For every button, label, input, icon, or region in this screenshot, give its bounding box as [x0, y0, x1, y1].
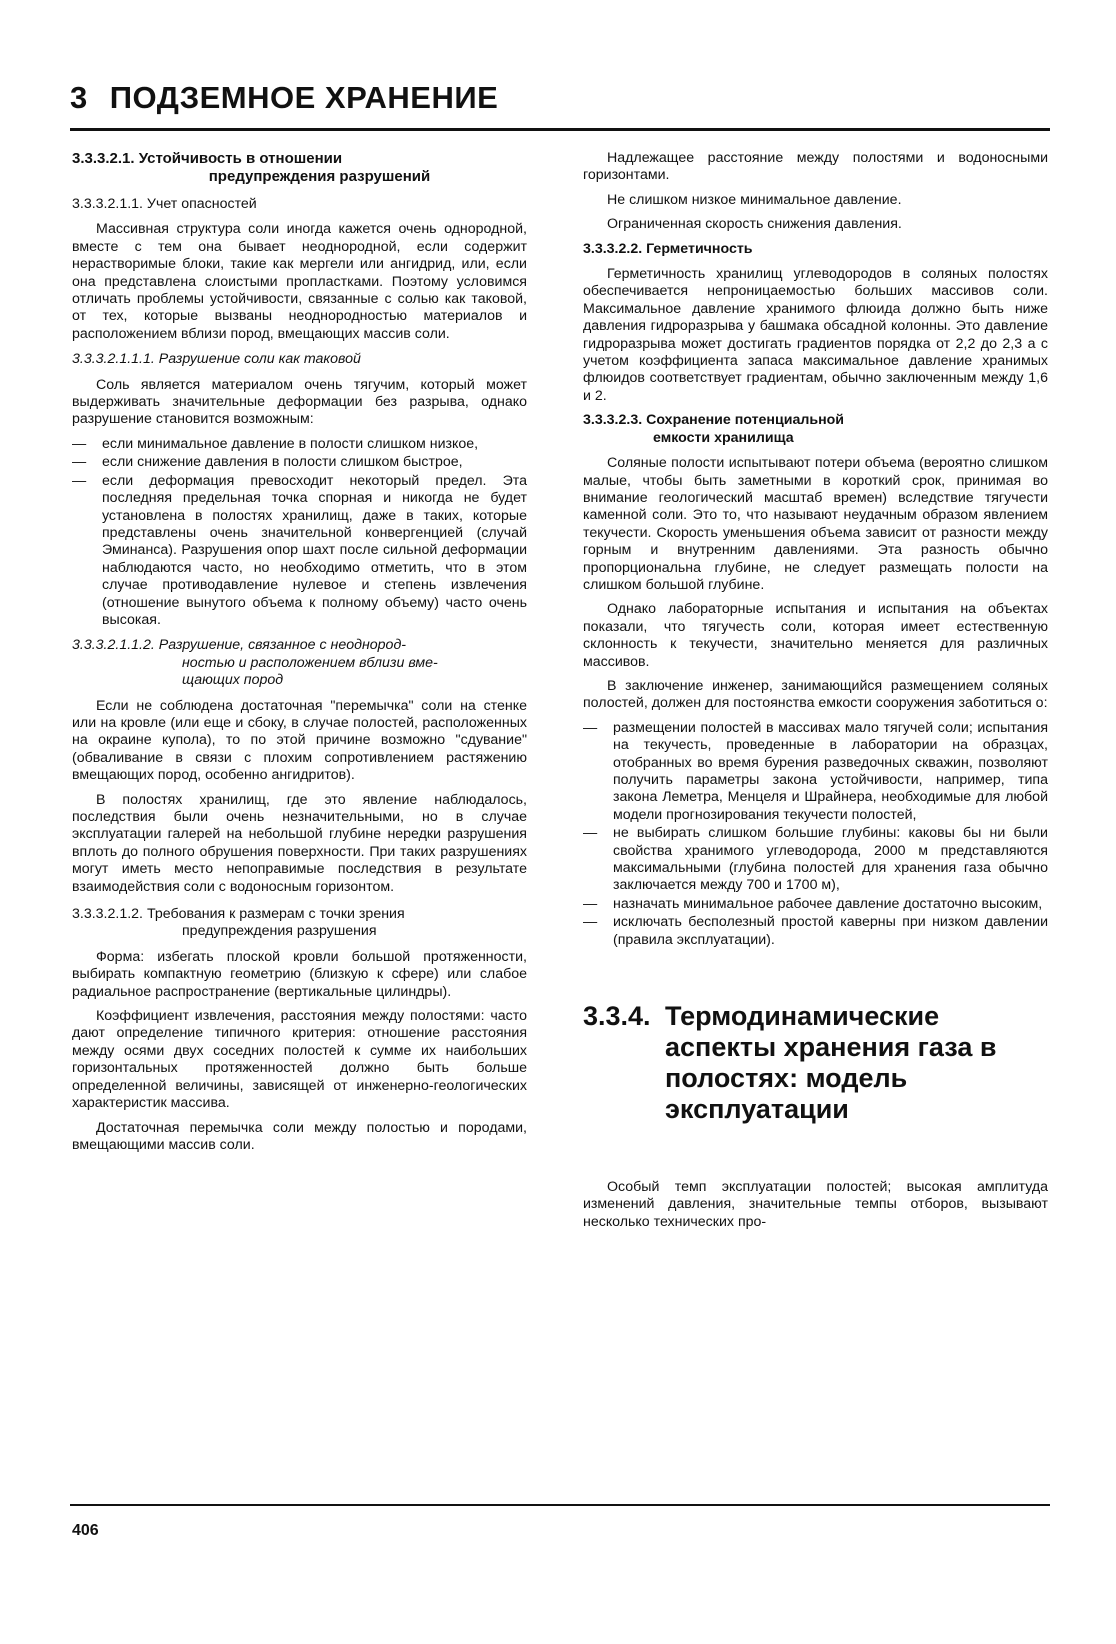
paragraph: Особый темп эксплуатации полостей; высокая амплитуда изменений давления, значительные темпы отборов, вызывают несколько технических про-	[583, 1179, 1048, 1230]
paragraph: Соляные полости испытывают потери объема (вероятно слишком малые, чтобы быть заметными в короткий срок, принимая во внимание геологический масштаб времен) вследствие тягучести каменной соли. Это то, что называют неудачным образом явлением текучести. Скорость уменьшения объема зависит от разности между горным и внутренним давлениями. Эта разность обычно пропорциональна глубине, не следует размещать полости на слишком большой глубине.	[583, 455, 1048, 593]
paragraph: Надлежащее расстояние между полостями и водоносными горизонтами.	[583, 150, 1048, 184]
paragraph: В заключение инженер, занимающийся размещением соляных полостей, должен для постоянства емкости сооружения заботиться о:	[583, 677, 1048, 712]
section-heading-33323: 3.3.3.2.3. Сохранение потенциальной емкости хранилища	[583, 412, 845, 446]
section-heading-333212: 3.3.3.2.1.2. Требования к размерам с точки зрения предупреждения разрушения	[72, 906, 405, 940]
paragraph: Ограниченная скорость снижения давления.	[607, 216, 902, 233]
paragraph: В полостях хранилищ, где это явление наблюдалось, последствия были очень незначительными, но в случае эксплуатации галерей на небольшой глубине нередки разрушения вплоть до полного обрушения поверхности. При таких разрушениях могут иметь место непоправимые последствия в результате взаимодействия соли с водоносным горизонтом.	[72, 791, 527, 895]
list-item: — не выбирать слишком большие глубины: каковы бы ни были свойства хранимого углеводорода, 2000 м представляются максимальными (глубина полостей для хранения газа обычно заключается между 700 и 1700 м),	[583, 825, 1048, 895]
list-item: — назначать минимальное рабочее давление достаточно высоким,	[583, 896, 1048, 913]
header-rule	[70, 128, 1050, 131]
chapter-header	[70, 78, 1050, 118]
paragraph: Не слишком низкое минимальное давление.	[607, 191, 902, 208]
list-item: — если минимальное давление в полости слишком низкое,	[72, 436, 527, 453]
left-column	[72, 150, 527, 1161]
paragraph: Достаточная перемычка соли между полостью и породами, вмещающими массив соли.	[72, 1119, 527, 1153]
section-heading-333211: 3.3.3.2.1.1. Учет опасностей	[72, 196, 257, 212]
list-item: — если деформация превосходит некоторый предел. Эта последняя предельная точка спорная и никогда не будет установлена в полостях хранилищ, даже в таких, которые представлены очень значительной конвергенцией (случай Эминанса). Разрушения опор шахт после сильной деформации наблюдаются часто, но необходимо отметить, что в этом случае противодавление нулевое и степень извлечения (отношение вынутого объема к полному объему) часто очень высокая.	[72, 473, 527, 630]
paragraph: Массивная структура соли иногда кажется очень однородной, вместе с тем она бывает неоднородной, если содержит нерастворимые блоки, такие как мергели или ангидрид, или, если она представлена слоистыми пропластками. Поэтому условимся отличать проблемы устойчивости, связанные с солью как таковой, от тех, которые вызваны неоднородностью материалов и расположением вблизи пород, вмещающих массив соли.	[72, 221, 527, 342]
right-column	[583, 150, 1048, 1238]
dash-list	[583, 720, 1048, 949]
paragraph: Герметичность хранилищ углеводородов в соляных полостях обеспечивается непроницаемостью больших массивов соли. Максимальное давление хранимого флюида должно быть ниже давления гидроразрыва у башмака обсадной колонны. Это давление гидроразрыва может достигать градиентов порядка от 2,2 до 2,3 а с учетом коэффициента запаса максимальное давление хранимых флюидов соответствует градиентам, обычно заключенным между 1,6 и 2.	[583, 266, 1048, 404]
paragraph: Коэффициент извлечения, расстояния между полостями: часто дают определение типичного критерия: отношение расстояния между осями двух соседних полостей к сумме их наибольших горизонтальных протяженностей должно быть больше определенной величины, зависящей от инженерно-геологических характеристик массива.	[72, 1008, 527, 1112]
section-heading-3332111: 3.3.3.2.1.1.1. Разрушение соли как таковой	[72, 351, 361, 368]
section-heading-334: 3.3.4. Термодинамические аспекты хранения газа в полостях: модель эксплуатации	[583, 1001, 997, 1125]
section-heading-33322: 3.3.3.2.2. Герметичность	[583, 240, 753, 257]
chapter-number: 3	[70, 80, 88, 115]
footer-rule	[70, 1504, 1050, 1506]
paragraph: Соль является материалом очень тягучим, который может выдерживать значительные деформации без разрыва, однако разрушение становится возможным:	[72, 376, 527, 428]
page-number: 406	[72, 1522, 99, 1539]
section-heading-3332112: 3.3.3.2.1.1.2. Разрушение, связанное с неоднород- ностью и расположением вблизи вме- щающих пород	[72, 637, 438, 689]
list-item: — если снижение давления в полости слишком быстрое,	[72, 454, 527, 471]
paragraph: Форма: избегать плоской кровли большой протяженности, выбирать компактную геометрию (близкую к сфере) или слабое радиальное распространение (вертикальные цилиндры).	[72, 948, 527, 1000]
paragraph: Если не соблюдена достаточная "перемычка" соли на стенке или на кровле (или еще и сбоку, в случае полостей, расположенных на окраине купола), то по этой причине возможно "сдувание" (обваливание в связи с плохим сопротивлением растяжению вмещающих пород, особенно ангидритов).	[72, 697, 527, 784]
paragraph: Однако лабораторные испытания и испытания на объектах показали, что тягучесть соли, которая имеет естественную склонность к текучести, значительно меняется для различных массивов.	[583, 601, 1048, 670]
list-item: — размещении полостей в массивах мало тягучей соли; испытания на текучесть, проведенные в лаборатории на образцах, отобранных во время бурения разведочных скважин, позволяют получить параметры закона устойчивости, например, типа закона Леметра, Менцеля и Шрайнера, необходимые для любой модели прогнозирования текучести полостей,	[583, 720, 1048, 824]
chapter-title: ПОДЗЕМНОЕ ХРАНЕНИЕ	[109, 80, 499, 115]
dash-list	[72, 436, 527, 629]
list-item: — исключать бесполезный простой каверны при низком давлении (правила эксплуатации).	[583, 914, 1048, 949]
section-heading-33321: 3.3.3.2.1. Устойчивость в отношении предупреждения разрушений	[72, 150, 431, 185]
